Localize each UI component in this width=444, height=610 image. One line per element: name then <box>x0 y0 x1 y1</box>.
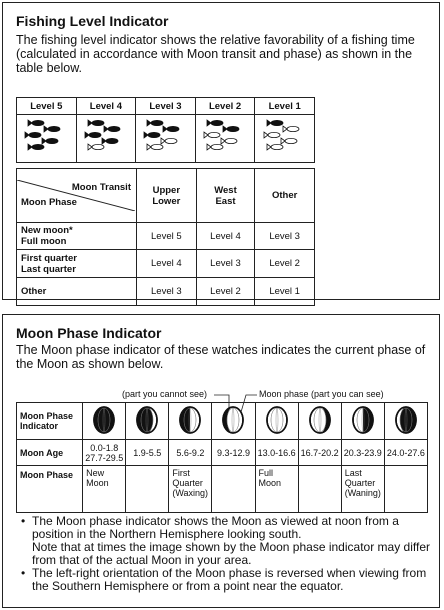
note-text: The Moon phase indicator shows the Moon as viewed at noon from a position in the Northern Hemisphere looking south. Note that at times the image shown by the Moon phase indicator may differ from that of the actual Moon in your area. <box>32 514 430 567</box>
moon-age-cell: 24.0-27.6 <box>384 440 427 466</box>
level-header: Level 3 <box>136 98 196 115</box>
table-row <box>17 223 315 250</box>
moon-age-cell: 0.0-1.8 27.7-29.5 <box>83 440 126 466</box>
fish-cell <box>76 115 136 163</box>
row-label: Other <box>17 278 137 306</box>
fish-icon <box>163 126 179 132</box>
moon-transit-table <box>16 168 315 306</box>
note-item: • The left-right orientation of the Moon phase is reversed when viewing from the Southern Hemisphere or from a point near the equator. <box>21 566 427 593</box>
moon-icon <box>176 405 204 435</box>
fish-icon <box>25 132 41 138</box>
moon-age-cell: 5.6-9.2 <box>169 440 212 466</box>
moon-age-cell: 20.3-23.9 <box>341 440 384 466</box>
moon-age-cell: 1.9-5.5 <box>126 440 169 466</box>
table-cell: Level 4 <box>196 223 255 250</box>
callout-hidden-part: (part you cannot see) <box>122 389 208 399</box>
moon-phase-name-cell: New Moon <box>83 466 126 513</box>
row-label: Moon Phase Indicator <box>17 403 83 440</box>
table-corner-cell <box>17 169 137 223</box>
table-cell: Level 1 <box>255 278 315 306</box>
moon-phase-cell <box>126 403 169 440</box>
level-header: Level 4 <box>76 98 136 115</box>
table-cell: Level 5 <box>136 223 196 250</box>
moon-phase-title: Moon Phase Indicator <box>16 325 162 341</box>
column-header: Other <box>255 169 315 223</box>
fishing-level-panel <box>2 2 440 300</box>
fishing-level-table <box>16 97 315 163</box>
row-label: First quarter Last quarter <box>17 250 137 278</box>
fish-icon-group <box>263 115 307 157</box>
table-cell: Level 2 <box>196 278 255 306</box>
moon-icon <box>90 405 118 435</box>
moon-icon <box>263 405 291 435</box>
table-cell: Level 3 <box>136 278 196 306</box>
moon-age-cell: 16.7-20.2 <box>298 440 341 466</box>
table-row <box>17 250 315 278</box>
moon-phase-name-cell: Full Moon <box>255 466 298 513</box>
fish-icon <box>28 120 44 126</box>
moon-phase-cell <box>212 403 255 440</box>
moon-phase-name-cell: Last Quarter (Waning) <box>341 466 384 513</box>
moon-phase-table <box>16 402 428 513</box>
fish-icon <box>267 120 283 126</box>
fishing-level-intro: The fishing level indicator shows the relative favorability of a fishing time (calculated in accordance with Moon transit and phase) as shown in the table below. <box>16 33 415 75</box>
column-header: Upper Lower <box>136 169 196 223</box>
fish-icon <box>44 126 60 132</box>
fish-cell <box>195 115 255 163</box>
fish-icon <box>204 132 220 138</box>
fish-icon <box>144 132 160 138</box>
fish-icon <box>42 138 58 144</box>
fish-icon <box>147 144 163 150</box>
corner-moon-transit: Moon Transit <box>71 182 131 193</box>
moon-phase-cell <box>341 403 384 440</box>
fish-icon <box>207 144 223 150</box>
moon-phase-cell <box>255 403 298 440</box>
table-cell: Level 3 <box>196 250 255 278</box>
fish-icon <box>88 144 104 150</box>
row-label: Moon Age <box>17 440 83 466</box>
moon-phase-name-cell: First Quarter (Waxing) <box>169 466 212 513</box>
fish-icon <box>207 120 223 126</box>
table-cell: Level 3 <box>255 223 315 250</box>
fish-icon <box>104 126 120 132</box>
fish-cell <box>17 115 77 163</box>
moon-icon <box>219 405 247 435</box>
fish-icon <box>147 120 163 126</box>
moon-phase-cell <box>384 403 427 440</box>
fish-icon <box>85 132 101 138</box>
fish-icon-group <box>203 115 247 157</box>
fish-icon <box>161 138 177 144</box>
moon-icon <box>133 405 161 435</box>
moon-icon <box>306 405 334 435</box>
row-label: New moon* Full moon <box>17 223 137 250</box>
moon-phase-cell <box>83 403 126 440</box>
fish-icon <box>88 120 104 126</box>
fish-icon <box>281 138 297 144</box>
moon-age-cell: 9.3-12.9 <box>212 440 255 466</box>
table-cell: Level 4 <box>136 250 196 278</box>
note-text: The left-right orientation of the Moon phase is reversed when viewing from the Southern Hemisphere or from a point near the equator. <box>32 566 427 593</box>
moon-age-cell: 13.0-16.6 <box>255 440 298 466</box>
fish-icon-group <box>84 115 128 157</box>
fish-icon <box>267 144 283 150</box>
moon-phase-name-cell <box>384 466 427 513</box>
moon-icon <box>349 405 377 435</box>
callout-visible-part: Moon phase (part you can see) <box>259 389 384 399</box>
moon-phase-notes <box>21 515 433 593</box>
moon-phase-name-cell <box>298 466 341 513</box>
table-row <box>17 278 315 306</box>
fish-icon <box>223 126 239 132</box>
corner-moon-phase: Moon Phase <box>21 197 77 208</box>
moon-phase-cell <box>298 403 341 440</box>
level-header: Level 1 <box>255 98 315 115</box>
fish-icon <box>283 126 299 132</box>
moon-phase-name-cell <box>126 466 169 513</box>
moon-icon <box>392 405 420 435</box>
fish-icon <box>28 144 44 150</box>
fish-icon <box>221 138 237 144</box>
column-header: West East <box>196 169 255 223</box>
level-header: Level 5 <box>17 98 77 115</box>
fish-icon <box>264 132 280 138</box>
moon-phase-cell <box>169 403 212 440</box>
fish-icon-group <box>24 115 68 157</box>
fish-icon-group <box>143 115 187 157</box>
fish-cell <box>136 115 196 163</box>
row-label: Moon Phase <box>17 466 83 513</box>
moon-phase-name-cell <box>212 466 255 513</box>
fish-cell <box>255 115 315 163</box>
level-header: Level 2 <box>195 98 255 115</box>
note-item: • The Moon phase indicator shows the Moon as viewed at noon from a position in the Northern Hemisphere looking south. Note that at times the image shown by the Moon phase indicator may differ from that of the actual Moon in your area. <box>21 514 430 567</box>
fishing-level-title: Fishing Level Indicator <box>16 13 169 29</box>
fish-icon <box>102 138 118 144</box>
moon-phase-panel <box>2 314 440 608</box>
table-cell: Level 2 <box>255 250 315 278</box>
moon-phase-intro: The Moon phase indicator of these watches indicates the current phase of the Moon as shown below. <box>16 343 426 371</box>
